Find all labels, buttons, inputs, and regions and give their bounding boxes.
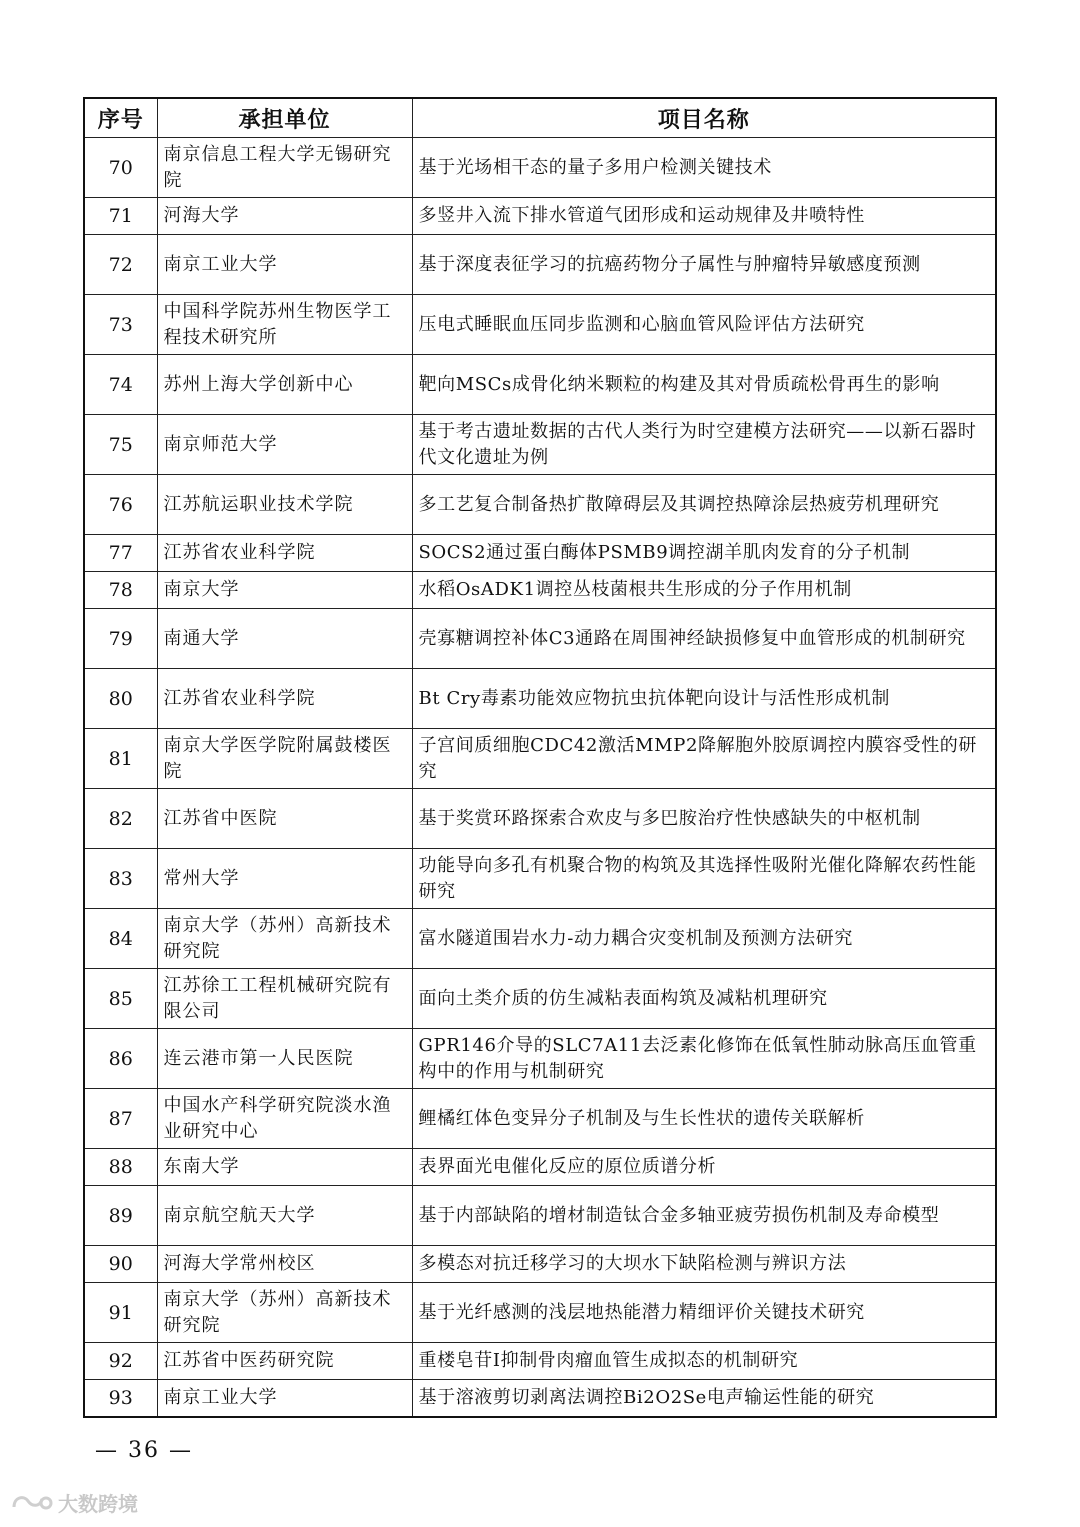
row-number: 77 xyxy=(84,535,157,572)
row-unit: 常州大学 xyxy=(157,849,412,909)
row-number: 93 xyxy=(84,1380,157,1418)
row-unit: 江苏省中医药研究院 xyxy=(157,1343,412,1380)
table-row xyxy=(84,849,996,909)
table-row xyxy=(84,1149,996,1186)
row-number: 75 xyxy=(84,415,157,475)
row-project-name: 重楼皂苷I抑制骨肉瘤血管生成拟态的机制研究 xyxy=(412,1343,996,1380)
table-row xyxy=(84,1343,996,1380)
table-row xyxy=(84,1246,996,1283)
row-project-name: 壳寡糖调控补体C3通路在周围神经缺损修复中血管形成的机制研究 xyxy=(412,609,996,669)
row-project-name: GPR146介导的SLC7A11去泛素化修饰在低氧性肺动脉高压血管重构中的作用与机制研究 xyxy=(412,1029,996,1089)
header-unit: 承担单位 xyxy=(157,98,412,138)
table-row xyxy=(84,1089,996,1149)
row-unit: 江苏徐工工程机械研究院有限公司 xyxy=(157,969,412,1029)
table-row xyxy=(84,969,996,1029)
row-unit: 南京航空航天大学 xyxy=(157,1186,412,1246)
row-number: 70 xyxy=(84,138,157,198)
row-number: 78 xyxy=(84,572,157,609)
row-project-name: 基于内部缺陷的增材制造钛合金多轴亚疲劳损伤机制及寿命模型 xyxy=(412,1186,996,1246)
row-number: 83 xyxy=(84,849,157,909)
row-unit: 南通大学 xyxy=(157,609,412,669)
row-project-name: 基于溶液剪切剥离法调控Bi2O2Se电声输运性能的研究 xyxy=(412,1380,996,1418)
table-row xyxy=(84,729,996,789)
table-row xyxy=(84,909,996,969)
row-number: 85 xyxy=(84,969,157,1029)
row-number: 89 xyxy=(84,1186,157,1246)
row-number: 81 xyxy=(84,729,157,789)
row-unit: 东南大学 xyxy=(157,1149,412,1186)
table-row xyxy=(84,235,996,295)
header-no: 序号 xyxy=(84,98,157,138)
row-unit: 南京工业大学 xyxy=(157,1380,412,1418)
row-number: 92 xyxy=(84,1343,157,1380)
table-body xyxy=(84,138,996,1418)
row-unit: 河海大学常州校区 xyxy=(157,1246,412,1283)
table-row xyxy=(84,198,996,235)
row-unit: 江苏省中医院 xyxy=(157,789,412,849)
row-number: 79 xyxy=(84,609,157,669)
row-number: 80 xyxy=(84,669,157,729)
table-row xyxy=(84,138,996,198)
watermark-text: 大数跨境 xyxy=(58,1492,138,1516)
row-project-name: 多工艺复合制备热扩散障碍层及其调控热障涂层热疲劳机理研究 xyxy=(412,475,996,535)
row-project-name: 多竖井入流下排水管道气团形成和运动规律及井喷特性 xyxy=(412,198,996,235)
row-number: 71 xyxy=(84,198,157,235)
table-row xyxy=(84,355,996,415)
row-number: 88 xyxy=(84,1149,157,1186)
table-row xyxy=(84,1283,996,1343)
row-unit: 江苏航运职业技术学院 xyxy=(157,475,412,535)
table-row xyxy=(84,415,996,475)
row-unit: 连云港市第一人民医院 xyxy=(157,1029,412,1089)
row-number: 76 xyxy=(84,475,157,535)
table-row xyxy=(84,475,996,535)
row-project-name: Bt Cry毒素功能效应物抗虫抗体靶向设计与活性形成机制 xyxy=(412,669,996,729)
table-row xyxy=(84,789,996,849)
table-row xyxy=(84,535,996,572)
row-project-name: 多模态对抗迁移学习的大坝水下缺陷检测与辨识方法 xyxy=(412,1246,996,1283)
row-unit: 河海大学 xyxy=(157,198,412,235)
row-unit: 中国水产科学研究院淡水渔业研究中心 xyxy=(157,1089,412,1149)
table-row xyxy=(84,669,996,729)
row-number: 86 xyxy=(84,1029,157,1089)
table-row xyxy=(84,1029,996,1089)
row-project-name: 水稻OsADK1调控丛枝菌根共生形成的分子作用机制 xyxy=(412,572,996,609)
row-unit: 中国科学院苏州生物医学工程技术研究所 xyxy=(157,295,412,355)
row-project-name: 基于深度表征学习的抗癌药物分子属性与肿瘤特异敏感度预测 xyxy=(412,235,996,295)
row-project-name: 靶向MSCs成骨化纳米颗粒的构建及其对骨质疏松骨再生的影响 xyxy=(412,355,996,415)
table-row xyxy=(84,609,996,669)
row-project-name: 基于奖赏环路探索合欢皮与多巴胺治疗性快感缺失的中枢机制 xyxy=(412,789,996,849)
table-row xyxy=(84,1380,996,1418)
table-row xyxy=(84,295,996,355)
row-project-name: 基于光场相干态的量子多用户检测关键技术 xyxy=(412,138,996,198)
row-number: 74 xyxy=(84,355,157,415)
row-unit: 南京工业大学 xyxy=(157,235,412,295)
row-project-name: 鲤橘红体色变异分子机制及与生长性状的遗传关联解析 xyxy=(412,1089,996,1149)
row-project-name: 富水隧道围岩水力-动力耦合灾变机制及预测方法研究 xyxy=(412,909,996,969)
row-unit: 南京大学（苏州）高新技术研究院 xyxy=(157,1283,412,1343)
row-project-name: SOCS2通过蛋白酶体PSMB9调控湖羊肌肉发育的分子机制 xyxy=(412,535,996,572)
row-unit: 苏州上海大学创新中心 xyxy=(157,355,412,415)
row-unit: 南京大学 xyxy=(157,572,412,609)
row-unit: 南京信息工程大学无锡研究院 xyxy=(157,138,412,198)
table-header-row xyxy=(84,98,996,138)
row-unit: 江苏省农业科学院 xyxy=(157,535,412,572)
table-row xyxy=(84,572,996,609)
header-name: 项目名称 xyxy=(412,98,996,138)
table-row xyxy=(84,1186,996,1246)
row-project-name: 子宫间质细胞CDC42激活MMP2降解胞外胶原调控内膜容受性的研究 xyxy=(412,729,996,789)
row-unit: 南京大学（苏州）高新技术研究院 xyxy=(157,909,412,969)
project-table xyxy=(83,97,997,1418)
row-unit: 江苏省农业科学院 xyxy=(157,669,412,729)
row-project-name: 表界面光电催化反应的原位质谱分析 xyxy=(412,1149,996,1186)
row-project-name: 基于光纤感测的浅层地热能潜力精细评价关键技术研究 xyxy=(412,1283,996,1343)
row-number: 73 xyxy=(84,295,157,355)
row-number: 82 xyxy=(84,789,157,849)
watermark xyxy=(10,1488,138,1517)
row-number: 84 xyxy=(84,909,157,969)
row-number: 72 xyxy=(84,235,157,295)
row-number: 87 xyxy=(84,1089,157,1149)
watermark-logo-icon xyxy=(10,1491,54,1515)
row-number: 91 xyxy=(84,1283,157,1343)
row-project-name: 压电式睡眠血压同步监测和心脑血管风险评估方法研究 xyxy=(412,295,996,355)
row-project-name: 面向土类介质的仿生减粘表面构筑及减粘机理研究 xyxy=(412,969,996,1029)
row-unit: 南京大学医学院附属鼓楼医院 xyxy=(157,729,412,789)
row-project-name: 基于考古遗址数据的古代人类行为时空建模方法研究——以新石器时代文化遗址为例 xyxy=(412,415,996,475)
row-unit: 南京师范大学 xyxy=(157,415,412,475)
row-number: 90 xyxy=(84,1246,157,1283)
page-number: — 36 — xyxy=(95,1438,193,1463)
row-project-name: 功能导向多孔有机聚合物的构筑及其选择性吸附光催化降解农药性能研究 xyxy=(412,849,996,909)
